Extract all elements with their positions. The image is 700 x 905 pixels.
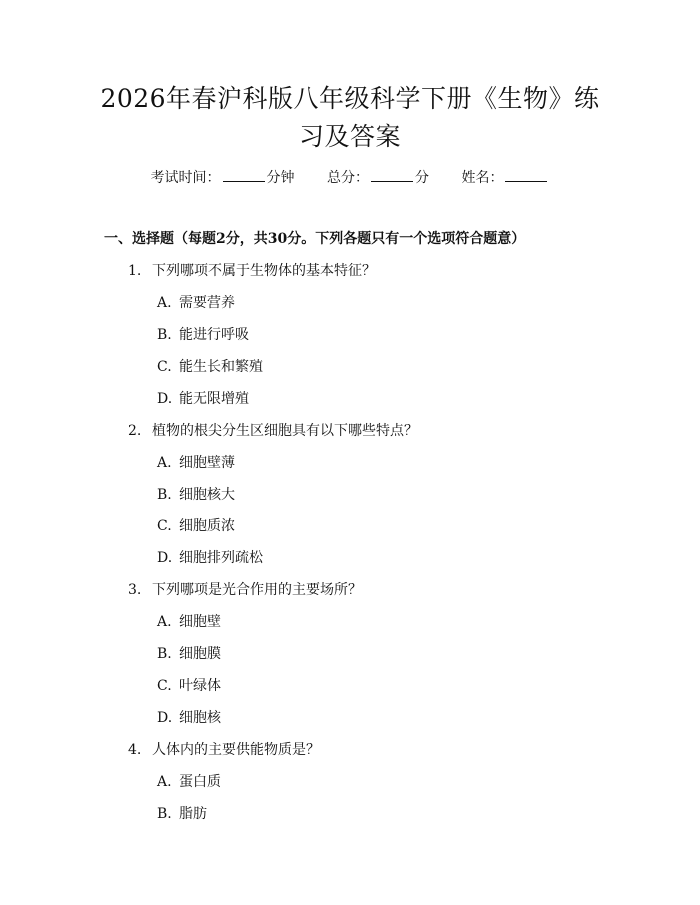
option-letter: D. (157, 391, 173, 407)
option-text: 细胞排列疏松 (179, 550, 263, 566)
option-text: 能生长和繁殖 (179, 359, 263, 375)
option-letter: B. (157, 327, 172, 343)
question-number: 3. (128, 582, 142, 598)
option-text: 能无限增殖 (179, 391, 249, 407)
option-item (157, 676, 221, 696)
student-name-blank (505, 169, 547, 182)
option-letter: C. (157, 678, 172, 694)
option-item (157, 453, 235, 473)
total-score-blank (371, 169, 413, 182)
option-text: 细胞核 (179, 710, 221, 726)
question-number: 1. (128, 263, 142, 279)
question-2 (128, 421, 418, 441)
question-text: 植物的根尖分生区细胞具有以下哪些特点？ (152, 423, 418, 439)
option-letter: C. (157, 518, 172, 534)
option-text: 蛋白质 (179, 774, 221, 790)
option-letter: D. (157, 550, 173, 566)
option-item (157, 516, 235, 536)
total-score-unit: 分 (415, 170, 429, 186)
option-item (157, 293, 235, 313)
exam-time-label: 考试时间： (150, 170, 221, 186)
option-text: 细胞壁薄 (179, 455, 235, 471)
exam-time-field (151, 170, 299, 186)
option-item (157, 325, 249, 345)
student-name-field (461, 170, 549, 186)
option-letter: A. (157, 774, 172, 790)
question-number: 2. (128, 423, 142, 439)
option-letter: A. (157, 455, 172, 471)
exam-time-blank (223, 169, 265, 182)
question-text: 下列哪项不属于生物体的基本特征？ (152, 263, 376, 279)
question-4 (128, 740, 320, 760)
option-letter: B. (157, 806, 172, 822)
option-letter: D. (157, 710, 173, 726)
option-letter: C. (157, 359, 172, 375)
question-number: 4. (128, 742, 142, 758)
section-heading: 一、选择题（每题2分，共30分。下列各题只有一个选项符合题意） (104, 231, 526, 247)
question-1 (128, 261, 376, 281)
option-item (157, 804, 207, 824)
option-text: 能进行呼吸 (179, 327, 249, 343)
total-score-field (327, 170, 433, 186)
option-item (157, 389, 249, 409)
option-text: 脂肪 (179, 806, 207, 822)
question-text: 下列哪项是光合作用的主要场所？ (152, 582, 362, 598)
page-title-line-1: 2026年春沪科版八年级科学下册《生物》练 (100, 84, 600, 113)
option-text: 细胞质浓 (179, 518, 235, 534)
option-letter: A. (157, 295, 172, 311)
page-title-line-2: 习及答案 (298, 122, 401, 151)
option-letter: B. (157, 487, 172, 503)
option-text: 细胞核大 (179, 487, 235, 503)
exam-info-row (0, 168, 700, 188)
question-3 (128, 580, 362, 600)
question-text: 人体内的主要供能物质是？ (152, 742, 320, 758)
option-text: 需要营养 (179, 295, 235, 311)
student-name-label: 姓名： (461, 170, 504, 186)
option-text: 细胞膜 (179, 646, 221, 662)
option-text: 叶绿体 (179, 678, 221, 694)
exam-time-unit: 分钟 (266, 170, 295, 186)
option-letter: A. (157, 614, 172, 630)
option-letter: B. (157, 646, 172, 662)
option-item (157, 644, 221, 664)
option-item (157, 357, 263, 377)
option-item (157, 708, 221, 728)
option-text: 细胞壁 (179, 614, 221, 630)
total-score-label: 总分： (327, 170, 369, 186)
option-item (157, 485, 235, 505)
option-item (157, 548, 263, 568)
option-item (157, 612, 221, 632)
option-item (157, 772, 221, 792)
